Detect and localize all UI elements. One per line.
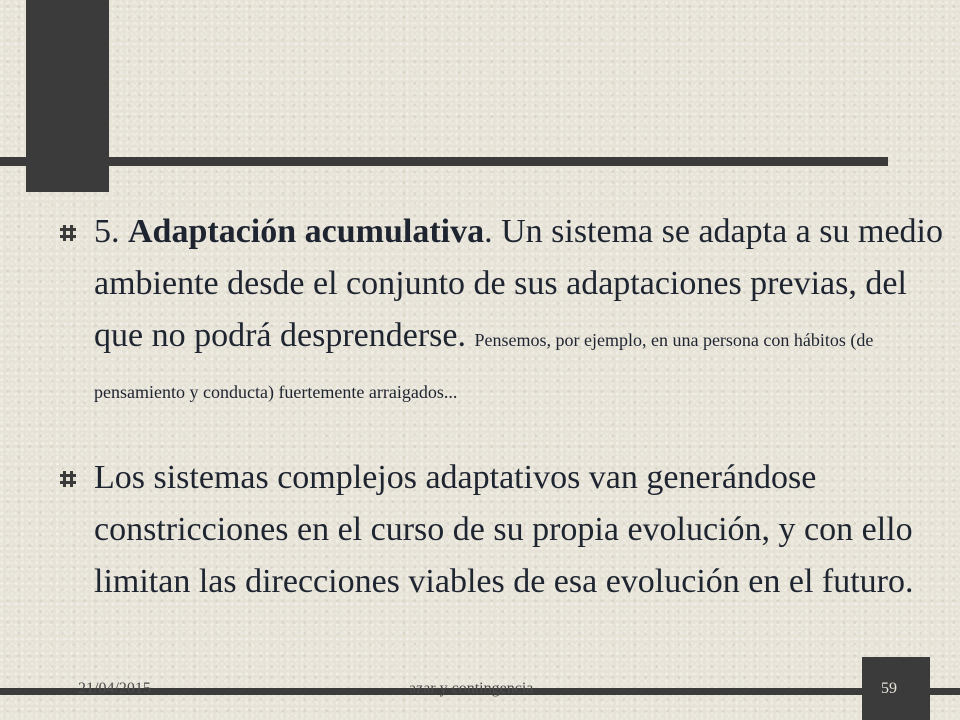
- bullet-adaptacion-acumulativa: [94, 206, 944, 414]
- footer-title: azar y contingencia: [409, 680, 534, 697]
- bullet-example: Pensemos, por ejemplo, en una persona con hábitos (de pensamiento y conducta) fuertemente arraigados...: [94, 330, 874, 402]
- hash-bullet-icon: [60, 225, 76, 241]
- bullet-number-prefix: 5.: [94, 213, 128, 250]
- bullet-statement: . Un sistema se adapta a su medio ambiente desde el conjunto de sus adaptaciones previas, del que no podrá desprenderse.: [94, 213, 943, 354]
- bullet-sistemas-complejos: [94, 452, 944, 608]
- bullet-text: Los sistemas complejos adaptativos van generándose constricciones en el curso de su propia evolución, y con ello limitan las direcciones viables de esa evolución en el futuro.: [94, 459, 914, 600]
- decorative-top-rule: [0, 157, 888, 166]
- hash-bullet-icon: [60, 471, 76, 487]
- bullet-term: Adaptación acumulativa: [128, 213, 485, 250]
- footer-date: 21/04/2015: [78, 680, 151, 697]
- page-number: 59: [881, 680, 897, 697]
